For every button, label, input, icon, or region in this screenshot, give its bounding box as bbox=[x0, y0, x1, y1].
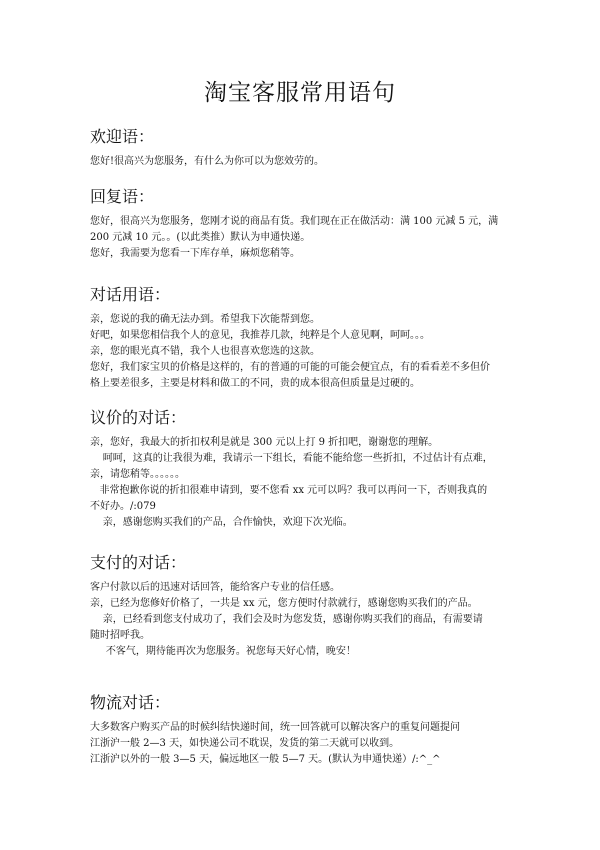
paragraph-line: 不好办。/:079 bbox=[90, 501, 156, 512]
section-heading: 欢迎语： bbox=[90, 127, 155, 146]
section-conversation bbox=[90, 282, 520, 392]
page-title: 淘宝客服常用语句 bbox=[204, 80, 396, 106]
paragraph-line: 您好，很高兴为您服务，您刚才说的商品有货。我们现在正在做活动：满 100 元减 5 元，满 bbox=[90, 216, 499, 227]
paragraph-line: 200 元减 10 元。。(以此类推）默认为申通快递。 bbox=[90, 232, 311, 243]
paragraph-line: 大多数客户购买产品的时候纠结快递时间，统一回答就可以解决客户的重复问题提问 bbox=[90, 722, 460, 733]
section-heading: 支付的对话： bbox=[90, 553, 187, 572]
paragraph-line: 随时招呼我。 bbox=[90, 630, 150, 641]
paragraph-line: 客户付款以后的迅速对话回答，能给客户专业的信任感。 bbox=[90, 582, 340, 593]
paragraph-line: 非常抱歉你说的折扣很难申请到，要不您看 xx 元可以吗？我可以再问一下，否则我真的 bbox=[90, 485, 488, 496]
paragraph-line: 江浙沪以外的一般 3—5 天，偏远地区一般 5—7 天。(默认为申通快递）/:^_^ bbox=[90, 754, 441, 765]
paragraph-line: 亲，您说的我的确无法办到。希望我下次能帮到您。 bbox=[90, 314, 320, 325]
paragraph-line: 亲，已经看到您支付成功了，我们会及时为您发货，感谢你购买我们的商品，有需要请 bbox=[90, 614, 483, 625]
paragraph-line: 不客气，期待能再次为您服务。祝您每天好心情，晚安！ bbox=[90, 646, 356, 657]
paragraph-line: 好吧，如果您相信我个人的意见，我推荐几款，纯粹是个人意见啊，呵呵。。。 bbox=[90, 330, 430, 341]
section-heading: 回复语： bbox=[90, 187, 155, 206]
paragraph-line: 亲，您的眼光真不错，我个人也很喜欢您选的这款。 bbox=[90, 346, 320, 357]
section-heading: 物流对话： bbox=[90, 693, 171, 712]
paragraph-line: 亲，已经为您修好价格了，一共是 xx 元，您方便时付款就行，感谢您购买我们的产品。 bbox=[90, 598, 478, 609]
section-logistics bbox=[90, 690, 520, 768]
paragraph-line: 亲，请您稍等。。。。。。 bbox=[90, 469, 185, 480]
section-bargaining bbox=[90, 405, 520, 531]
paragraph-line: 您好!很高兴为您服务，有什么为你可以为您效劳的。 bbox=[90, 156, 325, 167]
section-welcome bbox=[90, 124, 520, 170]
section-reply bbox=[90, 184, 520, 262]
section-heading: 议价的对话： bbox=[90, 408, 187, 427]
section-heading: 对话用语： bbox=[90, 285, 171, 304]
paragraph-line: 您好，我需要为您看一下库存单，麻烦您稍等。 bbox=[90, 248, 300, 259]
paragraph-line: 亲，您好，我最大的折扣权利是就是 300 元以上打 9 折扣吧，谢谢您的理解。 bbox=[90, 437, 439, 448]
paragraph-line: 江浙沪一般 2—3 天，如快递公司不耽误，发货的第二天就可以收到。 bbox=[90, 738, 400, 749]
paragraph-line: 呵呵，这真的让我很为难，我请示一下组长，看能不能给您一些折扣，不过估计有点难， bbox=[90, 453, 493, 464]
paragraph-line: 您好，我们家宝贝的价格是这样的，有的普通的可能的可能会便宜点，有的看看差不多但价 bbox=[90, 362, 490, 373]
section-payment bbox=[90, 550, 520, 660]
paragraph-line: 格上要差很多，主要是材料和做工的不同，贵的成本很高但质量是过硬的。 bbox=[90, 378, 420, 389]
paragraph-line: 亲，感谢您购买我们的产品，合作愉快，欢迎下次光临。 bbox=[90, 517, 353, 528]
